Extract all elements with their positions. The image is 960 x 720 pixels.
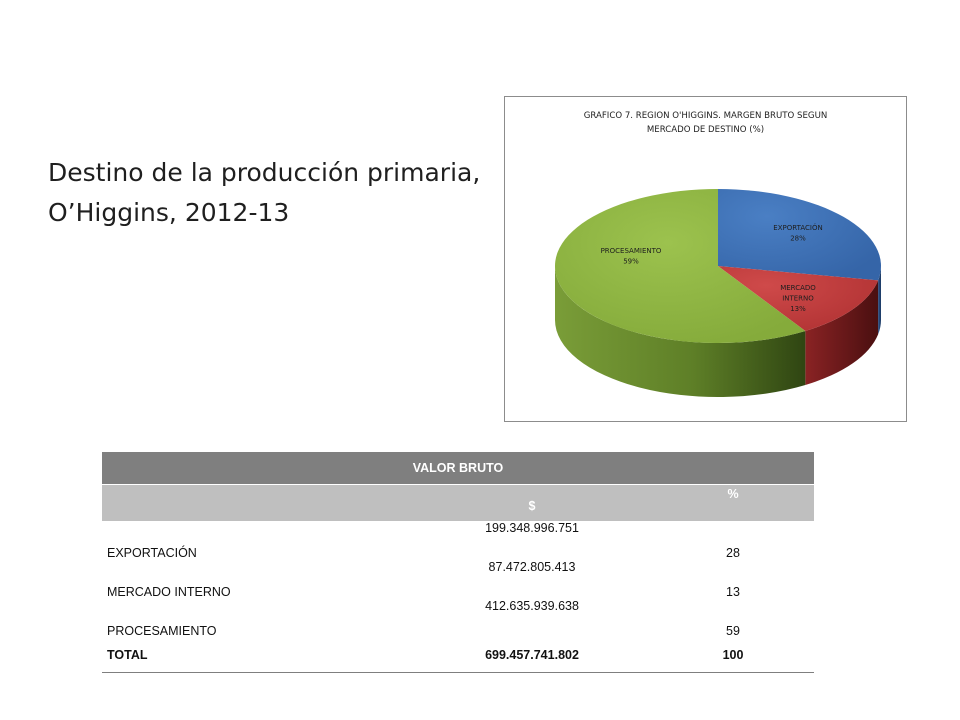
chart-title-line1: GRAFICO 7. REGION O'HIGGINS. MARGEN BRUTO SEGUN (583, 111, 828, 121)
row-label: MERCADO INTERNO (107, 585, 231, 599)
row-label: PROCESAMIENTO (107, 624, 217, 638)
pie-chart (505, 97, 906, 421)
pie-chart-frame (504, 96, 907, 422)
pie-label-procesamiento: PROCESAMIENTO 59% (600, 247, 662, 266)
table-row (102, 599, 814, 638)
table-header-blank (102, 485, 412, 522)
chart-title-line2: MERCADO DE DESTINO (%) (646, 125, 765, 135)
row-pct: 28 (726, 546, 740, 560)
total-label: TOTAL (102, 638, 412, 673)
slide-title-line2: O’Higgins, 2012-13 (48, 198, 290, 227)
pie-label-exportacion: EXPORTACIÓN 28% (773, 224, 823, 243)
table-row (102, 521, 814, 560)
row-pct: 13 (726, 585, 740, 599)
total-pct: 100 (652, 638, 814, 673)
table-header: VALOR BRUTO (102, 452, 814, 485)
row-value: 87.472.805.413 (488, 560, 576, 574)
pie-label-mercado-interno: MERCADO INTERNO 13% (780, 284, 816, 313)
column-header-pct: % (652, 485, 814, 522)
slide-title-line1: Destino de la producción primaria, (48, 158, 481, 187)
total-value: 699.457.741.802 (412, 638, 652, 673)
table-total-row (102, 638, 814, 673)
row-pct: 59 (726, 624, 740, 638)
row-label: EXPORTACIÓN (107, 546, 197, 560)
slide-title (48, 153, 508, 233)
column-header-value: $ (412, 485, 652, 522)
row-value: 199.348.996.751 (485, 521, 579, 535)
table-row (102, 560, 814, 599)
data-table (102, 452, 814, 673)
row-value: 412.635.939.638 (485, 599, 579, 613)
